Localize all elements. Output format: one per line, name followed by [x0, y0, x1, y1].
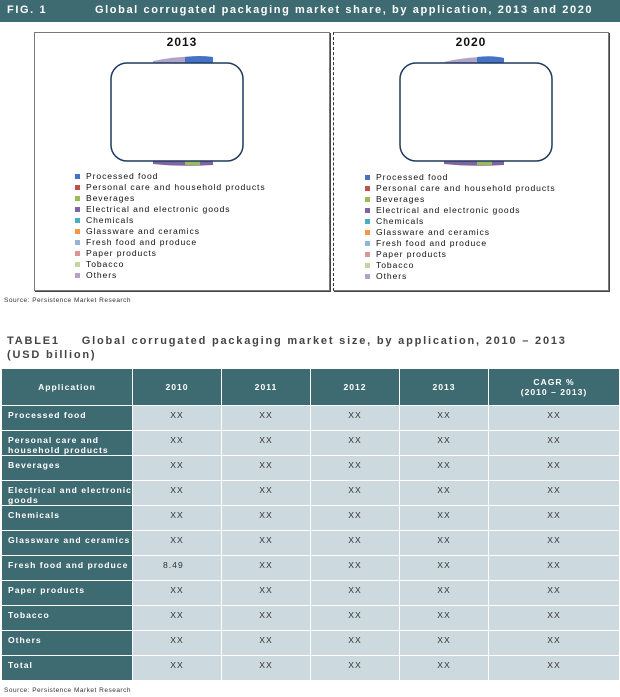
cell-v2011: XX [222, 506, 311, 531]
legend-item: Fresh food and produce [75, 237, 266, 248]
cell-v2012: XX [311, 456, 400, 481]
legend-swatch [365, 208, 370, 213]
row-application: Beverages [2, 456, 133, 481]
row-application: Total [2, 656, 133, 681]
table-row [2, 531, 620, 556]
legend-item: Electrical and electronic goods [75, 204, 266, 215]
row-application: Chemicals [2, 506, 133, 531]
legend-item: Others [75, 270, 266, 281]
cell-v2013: XX [400, 456, 489, 481]
table-row [2, 456, 620, 481]
legend-item: Beverages [75, 193, 266, 204]
legend-swatch [365, 186, 370, 191]
cell-cagr: XX [489, 531, 620, 556]
table-header-row [2, 369, 620, 406]
pie-panel-2013 [34, 32, 330, 291]
table-body [2, 406, 620, 681]
header-2011: 2011 [222, 369, 311, 406]
cell-cagr: XX [489, 581, 620, 606]
table-row [2, 506, 620, 531]
legend-swatch [75, 273, 80, 278]
legend-item: Processed food [75, 171, 266, 182]
cell-v2013: XX [400, 656, 489, 681]
cell-v2013: XX [400, 506, 489, 531]
cell-v2010: XX [133, 406, 222, 431]
table-caption [7, 334, 567, 349]
cell-v2010: XX [133, 456, 222, 481]
figure-label: FIG. 1 [7, 4, 48, 16]
table-row [2, 656, 620, 681]
table-row [2, 556, 620, 581]
cell-v2010: XX [133, 631, 222, 656]
row-application: Personal care and household products [2, 431, 133, 456]
cell-v2012: XX [311, 581, 400, 606]
cell-v2010: XX [133, 531, 222, 556]
cell-cagr: XX [489, 481, 620, 506]
cell-v2010: XX [133, 431, 222, 456]
cell-cagr: XX [489, 631, 620, 656]
cell-v2011: XX [222, 606, 311, 631]
cell-v2011: XX [222, 431, 311, 456]
legend-item: Glassware and ceramics [365, 227, 556, 238]
cell-v2011: XX [222, 406, 311, 431]
figure-header [0, 0, 620, 22]
row-application: Tobacco [2, 606, 133, 631]
table-row [2, 431, 620, 456]
cell-v2013: XX [400, 581, 489, 606]
cell-cagr: XX [489, 406, 620, 431]
row-application: Fresh food and produce [2, 556, 133, 581]
legend-item: Electrical and electronic goods [365, 205, 556, 216]
cell-v2013: XX [400, 531, 489, 556]
row-application: Processed food [2, 406, 133, 431]
table-row [2, 481, 620, 506]
legend-swatch [365, 197, 370, 202]
legend-swatch [75, 240, 80, 245]
pie-2020-shape [400, 63, 552, 161]
cell-v2012: XX [311, 431, 400, 456]
table-row [2, 606, 620, 631]
legend-swatch [365, 230, 370, 235]
legend-swatch [365, 274, 370, 279]
legend-item: Chemicals [365, 216, 556, 227]
pie-panel-2020 [333, 32, 609, 291]
table-row [2, 631, 620, 656]
legend-item: Personal care and household products [365, 183, 556, 194]
pie-2013-slice-top-blue [185, 56, 213, 63]
header-application: Application [2, 369, 133, 406]
figure-source: Source: Persistence Market Research [4, 297, 131, 304]
cell-v2013: XX [400, 431, 489, 456]
cell-v2013: XX [400, 481, 489, 506]
row-application: Glassware and ceramics [2, 531, 133, 556]
cell-cagr: XX [489, 656, 620, 681]
header-2010: 2010 [133, 369, 222, 406]
pie-2013-shape [111, 63, 243, 161]
legend-item: Chemicals [75, 215, 266, 226]
table-label: TABLE1 [7, 335, 60, 347]
legend-swatch [75, 262, 80, 267]
cell-v2012: XX [311, 656, 400, 681]
market-size-table [1, 368, 620, 681]
cell-v2012: XX [311, 556, 400, 581]
cell-v2012: XX [311, 506, 400, 531]
cell-v2011: XX [222, 656, 311, 681]
cell-v2013: XX [400, 406, 489, 431]
table-unit: (USD billion) [7, 349, 97, 361]
cell-v2011: XX [222, 456, 311, 481]
legend-item: Tobacco [75, 259, 266, 270]
table-source: Source: Persistence Market Research [4, 687, 131, 694]
cell-v2010: XX [133, 481, 222, 506]
panel-year-2020: 2020 [455, 35, 487, 49]
cell-v2012: XX [311, 631, 400, 656]
cell-v2013: XX [400, 556, 489, 581]
legend-item: Processed food [365, 172, 556, 183]
legend-swatch [75, 185, 80, 190]
legend-swatch [365, 263, 370, 268]
row-application: Electrical and electronic goods [2, 481, 133, 506]
legend-item: Beverages [365, 194, 556, 205]
cell-v2011: XX [222, 631, 311, 656]
legend-item: Others [365, 271, 556, 282]
legend-swatch [365, 241, 370, 246]
cell-v2010: XX [133, 656, 222, 681]
legend-2020 [365, 172, 556, 282]
cell-cagr: XX [489, 556, 620, 581]
legend-swatch [75, 196, 80, 201]
cell-cagr: XX [489, 456, 620, 481]
legend-item: Personal care and household products [75, 182, 266, 193]
row-application: Paper products [2, 581, 133, 606]
cell-v2013: XX [400, 606, 489, 631]
cell-v2011: XX [222, 581, 311, 606]
cell-v2010: XX [133, 506, 222, 531]
legend-swatch [365, 175, 370, 180]
header-cagr: CAGR % (2010 – 2013) [489, 369, 620, 406]
legend-item: Paper products [75, 248, 266, 259]
legend-swatch [75, 229, 80, 234]
panel-year-2013: 2013 [166, 35, 198, 49]
header-2012: 2012 [311, 369, 400, 406]
legend-swatch [365, 219, 370, 224]
cell-cagr: XX [489, 606, 620, 631]
legend-item: Paper products [365, 249, 556, 260]
cell-cagr: XX [489, 431, 620, 456]
legend-swatch [75, 218, 80, 223]
legend-item: Fresh food and produce [365, 238, 556, 249]
pie-2020-slice-top-blue [477, 56, 504, 63]
cell-v2013: XX [400, 631, 489, 656]
cell-v2012: XX [311, 531, 400, 556]
cell-v2010: XX [133, 606, 222, 631]
cell-v2010: XX [133, 581, 222, 606]
legend-swatch [75, 174, 80, 179]
legend-swatch [365, 252, 370, 257]
cell-v2012: XX [311, 606, 400, 631]
table-row [2, 581, 620, 606]
cell-v2011: XX [222, 556, 311, 581]
cell-v2012: XX [311, 406, 400, 431]
cell-v2011: XX [222, 481, 311, 506]
header-2013: 2013 [400, 369, 489, 406]
legend-2013 [75, 171, 266, 281]
cell-v2012: XX [311, 481, 400, 506]
table-row [2, 406, 620, 431]
cell-v2011: XX [222, 531, 311, 556]
cell-v2010: 8.49 [133, 556, 222, 581]
cell-cagr: XX [489, 506, 620, 531]
row-application: Others [2, 631, 133, 656]
legend-swatch [75, 207, 80, 212]
legend-swatch [75, 251, 80, 256]
table-title: Global corrugated packaging market size, by application, 2010 – 2013 [81, 335, 567, 347]
legend-item: Glassware and ceramics [75, 226, 266, 237]
legend-item: Tobacco [365, 260, 556, 271]
figure-title: Global corrugated packaging market share, by application, 2013 and 2020 [95, 4, 594, 16]
